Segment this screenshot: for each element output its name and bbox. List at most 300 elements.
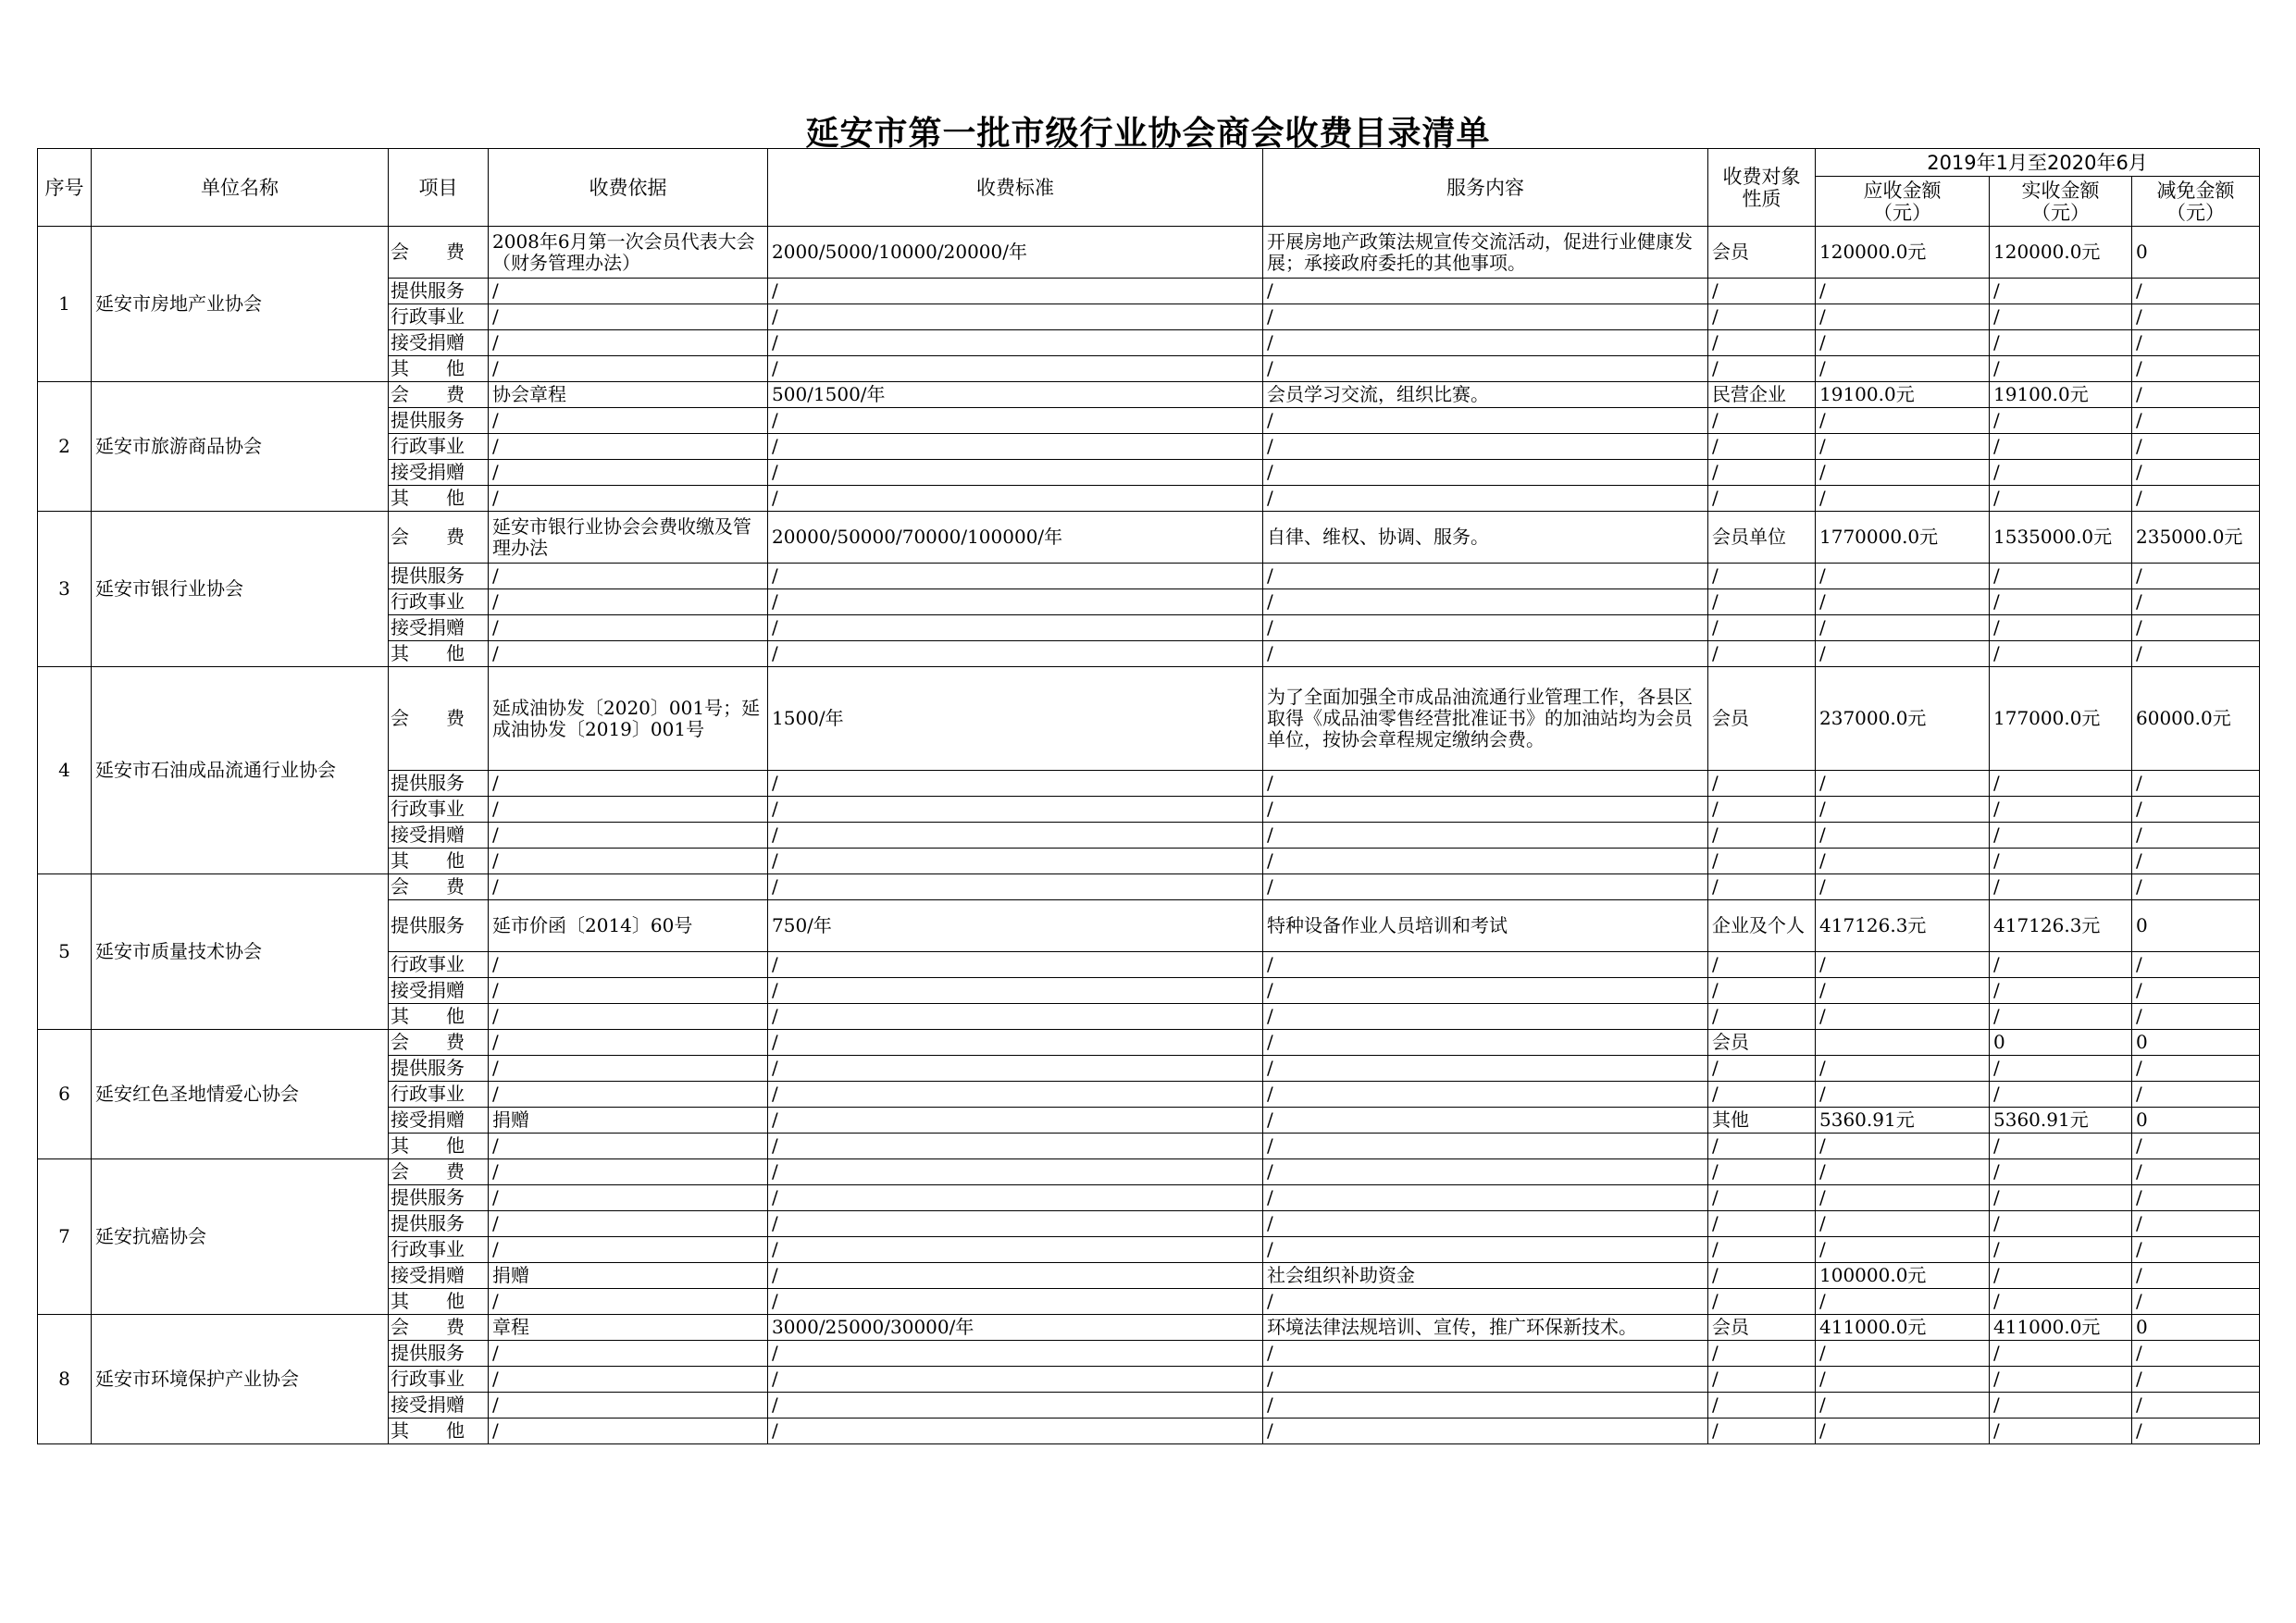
item-cell: 会 费: [389, 1159, 489, 1185]
item-cell: 会 费: [389, 667, 489, 771]
target-cell: 会员: [1708, 667, 1816, 771]
standard-cell: /: [768, 1082, 1263, 1108]
service-cell: /: [1263, 1159, 1708, 1185]
receivable-cell: /: [1816, 1159, 1990, 1185]
receivable-cell: 411000.0元: [1816, 1315, 1990, 1341]
waived-cell: /: [2132, 460, 2260, 486]
receivable-cell: /: [1816, 978, 1990, 1004]
target-cell: 民营企业: [1708, 382, 1816, 408]
waived-cell: 60000.0元: [2132, 667, 2260, 771]
receivable-cell: 417126.3元: [1816, 900, 1990, 952]
standard-cell: 1500/年: [768, 667, 1263, 771]
standard-cell: /: [768, 952, 1263, 978]
receivable-cell: /: [1816, 849, 1990, 874]
table-body: [38, 227, 2260, 1444]
item-cell: 提供服务: [389, 1341, 489, 1367]
waived-cell: /: [2132, 1237, 2260, 1263]
receivable-cell: /: [1816, 1082, 1990, 1108]
item-cell: 接受捐赠: [389, 460, 489, 486]
received-cell: 177000.0元: [1990, 667, 2132, 771]
service-cell: /: [1263, 1393, 1708, 1419]
receivable-cell: /: [1816, 408, 1990, 434]
standard-cell: 750/年: [768, 900, 1263, 952]
item-cell: 提供服务: [389, 1185, 489, 1211]
standard-cell: /: [768, 797, 1263, 823]
table-header: [38, 149, 2260, 227]
target-cell: /: [1708, 823, 1816, 849]
target-cell: /: [1708, 1367, 1816, 1393]
basis-cell: /: [489, 1367, 768, 1393]
item-cell: 行政事业: [389, 589, 489, 615]
waived-cell: 235000.0元: [2132, 512, 2260, 564]
waived-cell: 0: [2132, 1030, 2260, 1056]
target-cell: /: [1708, 1056, 1816, 1082]
receivable-cell: [1816, 1030, 1990, 1056]
waived-cell: 0: [2132, 1315, 2260, 1341]
target-cell: /: [1708, 1419, 1816, 1444]
waived-cell: /: [2132, 823, 2260, 849]
target-cell: /: [1708, 1082, 1816, 1108]
document-title: 延安市第一批市级行业协会商会收费目录清单: [805, 115, 1491, 153]
receivable-cell: /: [1816, 874, 1990, 900]
waived-cell: /: [2132, 771, 2260, 797]
received-cell: /: [1990, 952, 2132, 978]
item-cell: 会 费: [389, 512, 489, 564]
table-row: [38, 874, 2260, 900]
received-cell: /: [1990, 1367, 2132, 1393]
receivable-cell: /: [1816, 797, 1990, 823]
waived-cell: /: [2132, 1289, 2260, 1315]
received-cell: /: [1990, 589, 2132, 615]
receivable-cell: /: [1816, 486, 1990, 512]
service-cell: /: [1263, 486, 1708, 512]
service-cell: /: [1263, 1185, 1708, 1211]
basis-cell: /: [489, 330, 768, 356]
received-cell: /: [1990, 434, 2132, 460]
receivable-cell: /: [1816, 1237, 1990, 1263]
service-cell: /: [1263, 1030, 1708, 1056]
waived-cell: /: [2132, 1263, 2260, 1289]
waived-cell: /: [2132, 408, 2260, 434]
standard-cell: /: [768, 589, 1263, 615]
basis-cell: /: [489, 771, 768, 797]
standard-cell: /: [768, 434, 1263, 460]
waived-cell: /: [2132, 434, 2260, 460]
basis-cell: /: [489, 1004, 768, 1030]
item-cell: 会 费: [389, 1030, 489, 1056]
basis-cell: /: [489, 849, 768, 874]
service-cell: /: [1263, 1367, 1708, 1393]
target-cell: /: [1708, 1159, 1816, 1185]
basis-cell: /: [489, 564, 768, 589]
basis-cell: 延成油协发〔2020〕001号；延成油协发〔2019〕001号: [489, 667, 768, 771]
received-cell: /: [1990, 564, 2132, 589]
received-cell: /: [1990, 1393, 2132, 1419]
standard-cell: /: [768, 641, 1263, 667]
waived-cell: /: [2132, 1367, 2260, 1393]
basis-cell: 章程: [489, 1315, 768, 1341]
item-cell: 其 他: [389, 849, 489, 874]
target-cell: /: [1708, 1393, 1816, 1419]
standard-cell: /: [768, 1030, 1263, 1056]
header-received: 实收金额（元）: [1990, 177, 2132, 227]
item-cell: 行政事业: [389, 434, 489, 460]
service-cell: /: [1263, 874, 1708, 900]
received-cell: /: [1990, 330, 2132, 356]
basis-cell: /: [489, 823, 768, 849]
basis-cell: /: [489, 1159, 768, 1185]
received-cell: /: [1990, 1237, 2132, 1263]
target-cell: /: [1708, 564, 1816, 589]
waived-cell: /: [2132, 304, 2260, 330]
standard-cell: /: [768, 615, 1263, 641]
unit-name-cell: 延安红色圣地情爱心协会: [92, 1030, 389, 1159]
fee-catalog-table: [37, 148, 2260, 1444]
waived-cell: /: [2132, 1341, 2260, 1367]
target-cell: 会员: [1708, 1030, 1816, 1056]
item-cell: 其 他: [389, 356, 489, 382]
standard-cell: 500/1500/年: [768, 382, 1263, 408]
received-cell: 5360.91元: [1990, 1108, 2132, 1134]
service-cell: /: [1263, 641, 1708, 667]
receivable-cell: /: [1816, 304, 1990, 330]
unit-name-cell: 延安市质量技术协会: [92, 874, 389, 1030]
basis-cell: /: [489, 1237, 768, 1263]
basis-cell: /: [489, 589, 768, 615]
standard-cell: /: [768, 1159, 1263, 1185]
received-cell: /: [1990, 1211, 2132, 1237]
item-cell: 会 费: [389, 382, 489, 408]
basis-cell: 延市价函〔2014〕60号: [489, 900, 768, 952]
item-cell: 提供服务: [389, 900, 489, 952]
basis-cell: /: [489, 434, 768, 460]
receivable-cell: 5360.91元: [1816, 1108, 1990, 1134]
table-row: [38, 227, 2260, 279]
seq-cell: 1: [38, 227, 92, 382]
target-cell: 会员: [1708, 1315, 1816, 1341]
table-row: [38, 667, 2260, 771]
received-cell: 120000.0元: [1990, 227, 2132, 279]
received-cell: /: [1990, 641, 2132, 667]
service-cell: /: [1263, 952, 1708, 978]
target-cell: /: [1708, 589, 1816, 615]
standard-cell: /: [768, 1004, 1263, 1030]
basis-cell: /: [489, 797, 768, 823]
item-cell: 其 他: [389, 1004, 489, 1030]
received-cell: /: [1990, 1419, 2132, 1444]
target-cell: /: [1708, 978, 1816, 1004]
receivable-cell: /: [1816, 1289, 1990, 1315]
received-cell: 0: [1990, 1030, 2132, 1056]
standard-cell: /: [768, 1341, 1263, 1367]
target-cell: 企业及个人: [1708, 900, 1816, 952]
service-cell: /: [1263, 1237, 1708, 1263]
received-cell: /: [1990, 1185, 2132, 1211]
target-cell: /: [1708, 304, 1816, 330]
service-cell: 为了全面加强全市成品油流通行业管理工作，各县区取得《成品油零售经营批准证书》的加油站均为会员单位，按协会章程规定缴纳会费。: [1263, 667, 1708, 771]
service-cell: /: [1263, 589, 1708, 615]
item-cell: 行政事业: [389, 304, 489, 330]
receivable-cell: /: [1816, 1056, 1990, 1082]
target-cell: /: [1708, 1289, 1816, 1315]
item-cell: 提供服务: [389, 771, 489, 797]
basis-cell: /: [489, 978, 768, 1004]
receivable-cell: 19100.0元: [1816, 382, 1990, 408]
item-cell: 行政事业: [389, 797, 489, 823]
header-unit-name: 单位名称: [92, 149, 389, 227]
basis-cell: 捐赠: [489, 1108, 768, 1134]
service-cell: /: [1263, 1004, 1708, 1030]
unit-name-cell: 延安市房地产业协会: [92, 227, 389, 382]
service-cell: /: [1263, 279, 1708, 304]
waived-cell: /: [2132, 486, 2260, 512]
service-cell: /: [1263, 1341, 1708, 1367]
service-cell: /: [1263, 564, 1708, 589]
received-cell: /: [1990, 1159, 2132, 1185]
basis-cell: /: [489, 1289, 768, 1315]
item-cell: 行政事业: [389, 1237, 489, 1263]
standard-cell: /: [768, 460, 1263, 486]
receivable-cell: /: [1816, 330, 1990, 356]
standard-cell: /: [768, 330, 1263, 356]
receivable-cell: /: [1816, 1004, 1990, 1030]
basis-cell: 延安市银行业协会会费收缴及管理办法: [489, 512, 768, 564]
receivable-cell: 100000.0元: [1816, 1263, 1990, 1289]
waived-cell: /: [2132, 1211, 2260, 1237]
item-cell: 行政事业: [389, 1367, 489, 1393]
item-cell: 接受捐赠: [389, 1393, 489, 1419]
table-row: [38, 1030, 2260, 1056]
item-cell: 其 他: [389, 1289, 489, 1315]
service-cell: /: [1263, 1419, 1708, 1444]
standard-cell: /: [768, 849, 1263, 874]
standard-cell: /: [768, 1419, 1263, 1444]
received-cell: /: [1990, 874, 2132, 900]
waived-cell: /: [2132, 564, 2260, 589]
unit-name-cell: 延安抗癌协会: [92, 1159, 389, 1315]
receivable-cell: 237000.0元: [1816, 667, 1990, 771]
received-cell: /: [1990, 279, 2132, 304]
received-cell: /: [1990, 978, 2132, 1004]
receivable-cell: /: [1816, 434, 1990, 460]
basis-cell: 2008年6月第一次会员代表大会（财务管理办法）: [489, 227, 768, 279]
standard-cell: /: [768, 1289, 1263, 1315]
basis-cell: /: [489, 1393, 768, 1419]
table-row: [38, 512, 2260, 564]
standard-cell: /: [768, 408, 1263, 434]
service-cell: /: [1263, 1082, 1708, 1108]
waived-cell: /: [2132, 1004, 2260, 1030]
target-cell: /: [1708, 797, 1816, 823]
target-cell: /: [1708, 874, 1816, 900]
standard-cell: /: [768, 564, 1263, 589]
basis-cell: /: [489, 1419, 768, 1444]
service-cell: 开展房地产政策法规宣传交流活动，促进行业健康发展；承接政府委托的其他事项。: [1263, 227, 1708, 279]
received-cell: /: [1990, 486, 2132, 512]
standard-cell: /: [768, 304, 1263, 330]
service-cell: 自律、维权、协调、服务。: [1263, 512, 1708, 564]
unit-name-cell: 延安市银行业协会: [92, 512, 389, 667]
item-cell: 提供服务: [389, 564, 489, 589]
seq-cell: 3: [38, 512, 92, 667]
received-cell: /: [1990, 1082, 2132, 1108]
receivable-cell: /: [1816, 1419, 1990, 1444]
received-cell: 19100.0元: [1990, 382, 2132, 408]
basis-cell: 协会章程: [489, 382, 768, 408]
waived-cell: /: [2132, 382, 2260, 408]
receivable-cell: /: [1816, 1134, 1990, 1159]
service-cell: /: [1263, 823, 1708, 849]
standard-cell: /: [768, 1367, 1263, 1393]
waived-cell: 0: [2132, 1108, 2260, 1134]
table-row: [38, 382, 2260, 408]
seq-cell: 2: [38, 382, 92, 512]
received-cell: /: [1990, 823, 2132, 849]
item-cell: 其 他: [389, 1419, 489, 1444]
receivable-cell: /: [1816, 1211, 1990, 1237]
seq-cell: 4: [38, 667, 92, 874]
waived-cell: /: [2132, 1056, 2260, 1082]
basis-cell: /: [489, 460, 768, 486]
standard-cell: /: [768, 1211, 1263, 1237]
waived-cell: 0: [2132, 900, 2260, 952]
receivable-cell: /: [1816, 356, 1990, 382]
receivable-cell: /: [1816, 615, 1990, 641]
waived-cell: /: [2132, 849, 2260, 874]
receivable-cell: /: [1816, 460, 1990, 486]
standard-cell: /: [768, 1237, 1263, 1263]
target-cell: /: [1708, 1004, 1816, 1030]
waived-cell: /: [2132, 356, 2260, 382]
standard-cell: /: [768, 356, 1263, 382]
target-cell: /: [1708, 1134, 1816, 1159]
received-cell: /: [1990, 356, 2132, 382]
service-cell: 环境法律法规培训、宣传，推广环保新技术。: [1263, 1315, 1708, 1341]
standard-cell: 3000/25000/30000/年: [768, 1315, 1263, 1341]
basis-cell: /: [489, 408, 768, 434]
standard-cell: /: [768, 978, 1263, 1004]
basis-cell: /: [489, 1211, 768, 1237]
receivable-cell: /: [1816, 823, 1990, 849]
item-cell: 会 费: [389, 1315, 489, 1341]
table-row: [38, 1315, 2260, 1341]
waived-cell: /: [2132, 1419, 2260, 1444]
service-cell: /: [1263, 304, 1708, 330]
basis-cell: /: [489, 1185, 768, 1211]
target-cell: /: [1708, 1211, 1816, 1237]
receivable-cell: /: [1816, 771, 1990, 797]
header-item: 项目: [389, 149, 489, 227]
receivable-cell: 1770000.0元: [1816, 512, 1990, 564]
target-cell: /: [1708, 1263, 1816, 1289]
basis-cell: /: [489, 615, 768, 641]
waived-cell: /: [2132, 615, 2260, 641]
service-cell: /: [1263, 460, 1708, 486]
service-cell: /: [1263, 408, 1708, 434]
received-cell: 411000.0元: [1990, 1315, 2132, 1341]
received-cell: /: [1990, 408, 2132, 434]
service-cell: /: [1263, 1211, 1708, 1237]
header-receivable: 应收金额（元）: [1816, 177, 1990, 227]
item-cell: 其 他: [389, 1134, 489, 1159]
service-cell: 社会组织补助资金: [1263, 1263, 1708, 1289]
header-waived: 减免金额（元）: [2132, 177, 2260, 227]
target-cell: /: [1708, 849, 1816, 874]
received-cell: /: [1990, 1289, 2132, 1315]
receivable-cell: /: [1816, 952, 1990, 978]
table-row: [38, 1159, 2260, 1185]
target-cell: /: [1708, 408, 1816, 434]
seq-cell: 7: [38, 1159, 92, 1315]
service-cell: /: [1263, 797, 1708, 823]
service-cell: /: [1263, 849, 1708, 874]
standard-cell: /: [768, 1263, 1263, 1289]
waived-cell: /: [2132, 589, 2260, 615]
item-cell: 行政事业: [389, 1082, 489, 1108]
received-cell: /: [1990, 460, 2132, 486]
service-cell: 特种设备作业人员培训和考试: [1263, 900, 1708, 952]
receivable-cell: /: [1816, 1367, 1990, 1393]
receivable-cell: /: [1816, 1341, 1990, 1367]
target-cell: 会员: [1708, 227, 1816, 279]
received-cell: 417126.3元: [1990, 900, 2132, 952]
receivable-cell: /: [1816, 279, 1990, 304]
basis-cell: /: [489, 641, 768, 667]
waived-cell: 0: [2132, 227, 2260, 279]
service-cell: 会员学习交流，组织比赛。: [1263, 382, 1708, 408]
item-cell: 接受捐赠: [389, 978, 489, 1004]
standard-cell: /: [768, 1134, 1263, 1159]
target-cell: /: [1708, 279, 1816, 304]
receivable-cell: 120000.0元: [1816, 227, 1990, 279]
receivable-cell: /: [1816, 641, 1990, 667]
waived-cell: /: [2132, 330, 2260, 356]
waived-cell: /: [2132, 1185, 2260, 1211]
basis-cell: /: [489, 1134, 768, 1159]
header-period: 2019年1月至2020年6月: [1816, 149, 2260, 177]
standard-cell: /: [768, 279, 1263, 304]
basis-cell: /: [489, 1082, 768, 1108]
item-cell: 会 费: [389, 227, 489, 279]
received-cell: /: [1990, 615, 2132, 641]
standard-cell: /: [768, 771, 1263, 797]
target-cell: /: [1708, 615, 1816, 641]
waived-cell: /: [2132, 279, 2260, 304]
basis-cell: /: [489, 1341, 768, 1367]
service-cell: /: [1263, 434, 1708, 460]
target-cell: 会员单位: [1708, 512, 1816, 564]
target-cell: /: [1708, 952, 1816, 978]
target-cell: /: [1708, 434, 1816, 460]
received-cell: /: [1990, 849, 2132, 874]
item-cell: 提供服务: [389, 1056, 489, 1082]
target-cell: /: [1708, 771, 1816, 797]
target-cell: /: [1708, 460, 1816, 486]
service-cell: /: [1263, 1134, 1708, 1159]
basis-cell: /: [489, 304, 768, 330]
seq-cell: 6: [38, 1030, 92, 1159]
waived-cell: /: [2132, 978, 2260, 1004]
receivable-cell: /: [1816, 1393, 1990, 1419]
basis-cell: 捐赠: [489, 1263, 768, 1289]
waived-cell: /: [2132, 641, 2260, 667]
waived-cell: /: [2132, 1393, 2260, 1419]
standard-cell: /: [768, 1185, 1263, 1211]
item-cell: 提供服务: [389, 1211, 489, 1237]
standard-cell: /: [768, 874, 1263, 900]
item-cell: 提供服务: [389, 408, 489, 434]
standard-cell: /: [768, 1108, 1263, 1134]
